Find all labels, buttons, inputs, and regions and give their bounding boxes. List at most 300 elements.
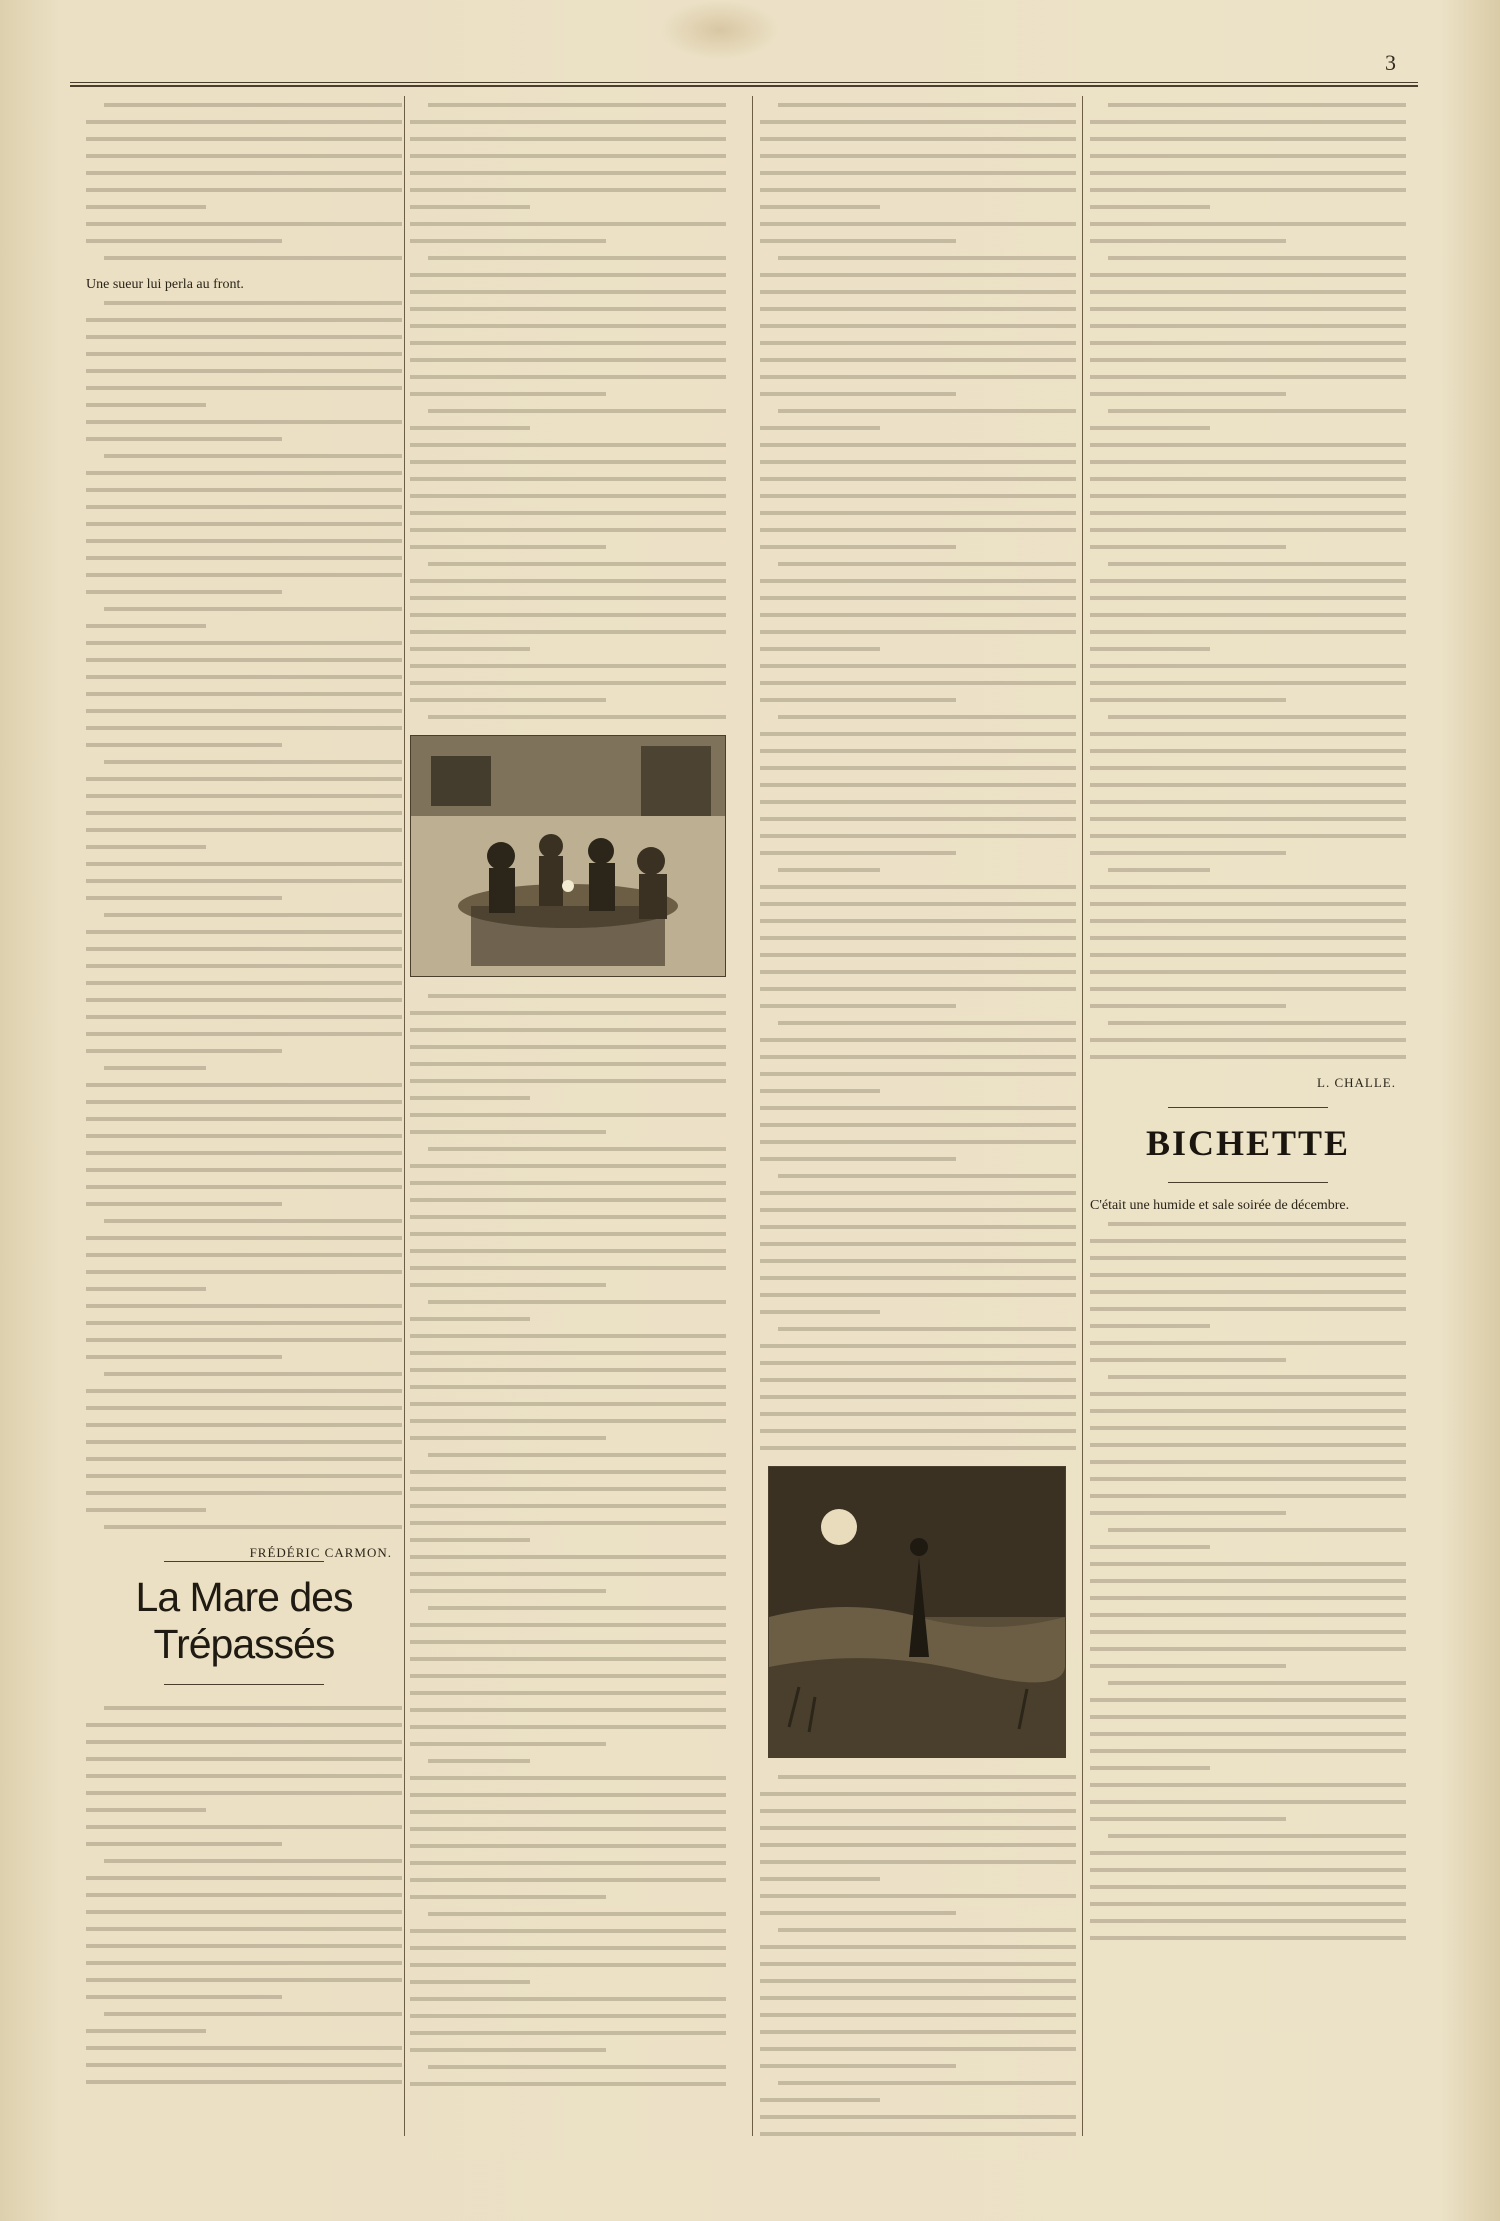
unreadable-text-line: [410, 1684, 726, 1701]
unreadable-text-line: [86, 1076, 402, 1093]
unreadable-text-line: [86, 991, 402, 1008]
unreadable-text-line: [410, 2041, 726, 2058]
unreadable-text-line: [1090, 810, 1406, 827]
unreadable-text-line: [86, 1382, 402, 1399]
unreadable-text-line: [1090, 725, 1406, 742]
unreadable-text-line: [760, 2074, 1076, 2091]
unreadable-text-line: [760, 742, 1076, 759]
unreadable-text-line: [86, 940, 402, 957]
unreadable-text-line: [86, 1920, 402, 1937]
unreadable-text-line: [1090, 1283, 1406, 1300]
unreadable-text-line: [410, 487, 726, 504]
unreadable-text-line: [86, 787, 402, 804]
unreadable-text-line: [1090, 1249, 1406, 1266]
unreadable-text-line: [760, 2057, 1076, 2074]
unreadable-text-line: [1090, 402, 1406, 419]
unreadable-text-line: [760, 147, 1076, 164]
unreadable-text-line: [86, 1801, 402, 1818]
unreadable-text-line: [86, 1501, 402, 1518]
unreadable-text-line: [86, 1988, 402, 2005]
unreadable-text-line: [760, 300, 1076, 317]
unreadable-text-line: [760, 1354, 1076, 1371]
unreadable-text-line: [86, 328, 402, 345]
unreadable-text-line: [86, 1127, 402, 1144]
unreadable-text-line: [86, 634, 402, 651]
unreadable-text-line: [410, 691, 726, 708]
unreadable-text-line: [760, 1972, 1076, 1989]
unreadable-text-line: [1090, 130, 1406, 147]
unreadable-text-line: [760, 504, 1076, 521]
unreadable-text-line: [1090, 861, 1406, 878]
unreadable-text-line: [1090, 1623, 1406, 1640]
unreadable-text-line: [1090, 963, 1406, 980]
unreadable-text-line: [760, 232, 1076, 249]
unreadable-text-line: [1090, 589, 1406, 606]
unreadable-text-line: [760, 929, 1076, 946]
unreadable-text-line: [760, 1388, 1076, 1405]
unreadable-text-line: [410, 1820, 726, 1837]
unreadable-text-line: [760, 861, 1076, 878]
unreadable-text-line: [760, 317, 1076, 334]
unreadable-text-line: [410, 1480, 726, 1497]
unreadable-text-line: [760, 1065, 1076, 1082]
unreadable-text-line: [1090, 1215, 1406, 1232]
engraving-night-marsh-icon: [768, 1466, 1066, 1758]
unreadable-text-line: [760, 657, 1076, 674]
unreadable-text-line: [410, 1531, 726, 1548]
unreadable-text-line: [410, 1854, 726, 1871]
story-title: La Mare des Trépassés: [135, 1574, 353, 1667]
unreadable-text-line: [86, 821, 402, 838]
unreadable-text-line: [410, 1140, 726, 1157]
unreadable-text-line: [86, 1365, 402, 1382]
unreadable-text-line: [410, 1446, 726, 1463]
unreadable-text-line: [1090, 1351, 1406, 1368]
unreadable-text-line: [86, 1110, 402, 1127]
unreadable-text-line: [760, 1235, 1076, 1252]
unreadable-text-line: [1090, 215, 1406, 232]
unreadable-text-line: [760, 980, 1076, 997]
unreadable-text-line: [760, 2125, 1076, 2136]
unreadable-text-line: [86, 1484, 402, 1501]
unreadable-text-line: [86, 1886, 402, 1903]
unreadable-text-line: [1090, 1589, 1406, 1606]
unreadable-text-line: [410, 589, 726, 606]
unreadable-text-line: [760, 1802, 1076, 1819]
unreadable-text-line: [1090, 1232, 1406, 1249]
unreadable-text-line: [86, 2005, 402, 2022]
unreadable-text-line: [1090, 436, 1406, 453]
unreadable-text-line: [760, 691, 1076, 708]
unreadable-text-line: [760, 725, 1076, 742]
unreadable-text-line: [1090, 113, 1406, 130]
unreadable-text-line: [86, 2022, 402, 2039]
unreadable-text-line: [410, 1514, 726, 1531]
unreadable-text-line: [1090, 844, 1406, 861]
unreadable-text-line: [1090, 674, 1406, 691]
unreadable-text-line: [760, 1116, 1076, 1133]
unreadable-text-line: [86, 1195, 402, 1212]
unreadable-text-line: [86, 566, 402, 583]
unreadable-text-line: [410, 470, 726, 487]
unreadable-text-line: [86, 1348, 402, 1365]
unreadable-text-line: [86, 719, 402, 736]
unreadable-text-line: [86, 1144, 402, 1161]
unreadable-text-line: [760, 1048, 1076, 1065]
unreadable-text-line: [410, 1735, 726, 1752]
unreadable-text-line: [760, 623, 1076, 640]
unreadable-text-line: [410, 1922, 726, 1939]
unreadable-text-line: [410, 1786, 726, 1803]
unreadable-text-line: [760, 997, 1076, 1014]
unreadable-text-line: [410, 266, 726, 283]
unreadable-text-line: [760, 1303, 1076, 1320]
column-2: [410, 96, 726, 2136]
unreadable-text-line: [86, 702, 402, 719]
unreadable-text-line: [86, 396, 402, 413]
unreadable-text-line: [760, 844, 1076, 861]
unreadable-text-line: [1090, 878, 1406, 895]
unreadable-text-line: [760, 1904, 1076, 1921]
unreadable-text-line: [86, 804, 402, 821]
unreadable-text-line: [410, 402, 726, 419]
unreadable-text-line: [410, 96, 726, 113]
unreadable-text-line: [1090, 1402, 1406, 1419]
unreadable-text-line: [760, 113, 1076, 130]
unreadable-text-line: [410, 1089, 726, 1106]
unreadable-text-line: [760, 1938, 1076, 1955]
unreadable-text-line: [410, 1973, 726, 1990]
unreadable-text-line: [1090, 606, 1406, 623]
unreadable-text-line: [410, 674, 726, 691]
unreadable-text-line: [760, 2006, 1076, 2023]
unreadable-text-line: [410, 1463, 726, 1480]
unreadable-text-line: [86, 294, 402, 311]
unreadable-text-line: [1090, 1691, 1406, 1708]
unreadable-text-line: [86, 1467, 402, 1484]
unreadable-text-line: [760, 1218, 1076, 1235]
unreadable-text-line: [760, 555, 1076, 572]
unreadable-text-line: [1090, 368, 1406, 385]
unreadable-text-line: [760, 776, 1076, 793]
unreadable-text-line: [760, 385, 1076, 402]
unreadable-text-line: [1090, 572, 1406, 589]
unreadable-text-line: [86, 181, 402, 198]
unreadable-text-line: [760, 1150, 1076, 1167]
unreadable-text-line: [86, 515, 402, 532]
unreadable-text-line: [86, 379, 402, 396]
unreadable-text-line: [760, 1184, 1076, 1201]
unreadable-text-line: [86, 1767, 402, 1784]
unreadable-text-line: [86, 770, 402, 787]
unreadable-text-line: [86, 1229, 402, 1246]
unreadable-text-line: [86, 1518, 402, 1535]
unreadable-text-line: [410, 351, 726, 368]
unreadable-text-line: [410, 130, 726, 147]
unreadable-text-line: [1090, 742, 1406, 759]
unreadable-text-line: [1090, 1759, 1406, 1776]
unreadable-text-line: [760, 181, 1076, 198]
unreadable-text-line: [760, 1870, 1076, 1887]
unreadable-text-line: [410, 436, 726, 453]
unreadable-text-line: [410, 1072, 726, 1089]
unreadable-text-line: [410, 1004, 726, 1021]
unreadable-text-line: [86, 311, 402, 328]
unreadable-text-line: [1090, 1031, 1406, 1048]
unreadable-text-line: [410, 1905, 726, 1922]
unreadable-text-line: [86, 413, 402, 430]
unreadable-text-line: [86, 147, 402, 164]
column-3: [760, 96, 1076, 2136]
unreadable-text-line: [410, 1752, 726, 1769]
unreadable-text-line: [760, 2023, 1076, 2040]
unreadable-text-line: [410, 164, 726, 181]
article-sentence: Une sueur lui perla au front.: [86, 277, 244, 292]
unreadable-text-line: [1090, 1878, 1406, 1895]
unreadable-text-line: [1090, 334, 1406, 351]
article-text: [410, 96, 726, 725]
engraving-veillee-icon: [410, 735, 726, 977]
unreadable-text-line: [410, 1412, 726, 1429]
section-rule: [1168, 1107, 1328, 1108]
unreadable-text-line: [760, 487, 1076, 504]
unreadable-text-line: [1090, 385, 1406, 402]
unreadable-text-line: [1090, 521, 1406, 538]
unreadable-text-line: [410, 1718, 726, 1735]
unreadable-text-line: [1090, 232, 1406, 249]
unreadable-text-line: [86, 923, 402, 940]
unreadable-text-line: [760, 402, 1076, 419]
section-rule: [1168, 1182, 1328, 1183]
unreadable-text-line: [760, 878, 1076, 895]
article-text: [86, 96, 402, 266]
unreadable-text-line: [410, 2075, 726, 2092]
unreadable-text-line: [1090, 1521, 1406, 1538]
unreadable-text-line: [410, 1939, 726, 1956]
unreadable-text-line: [1090, 1725, 1406, 1742]
unreadable-text-line: [760, 759, 1076, 776]
article-sentence: C'était une humide et sale soirée de décembre.: [1090, 1198, 1350, 1213]
unreadable-text-line: [760, 946, 1076, 963]
unreadable-text-line: [86, 1399, 402, 1416]
unreadable-text-line: [760, 1133, 1076, 1150]
unreadable-text-line: [86, 685, 402, 702]
unreadable-text-line: [760, 589, 1076, 606]
unreadable-text-line: [760, 640, 1076, 657]
unreadable-text-line: [760, 1405, 1076, 1422]
unreadable-text-line: [760, 1269, 1076, 1286]
unreadable-text-line: [760, 963, 1076, 980]
unreadable-text-line: [760, 130, 1076, 147]
unreadable-text-line: [86, 249, 402, 266]
unreadable-text-line: [1090, 980, 1406, 997]
unreadable-text-line: [1090, 283, 1406, 300]
unreadable-text-line: [760, 1836, 1076, 1853]
unreadable-text-line: [86, 1025, 402, 1042]
unreadable-text-line: [86, 430, 402, 447]
unreadable-text-line: [410, 1259, 726, 1276]
unreadable-text-line: [86, 1954, 402, 1971]
unreadable-text-line: [410, 1633, 726, 1650]
unreadable-text-line: [410, 1276, 726, 1293]
unreadable-text-line: [410, 1769, 726, 1786]
unreadable-text-line: [86, 1008, 402, 1025]
unreadable-text-line: [760, 1320, 1076, 1337]
unreadable-text-line: [1090, 487, 1406, 504]
author-signature: L. CHALLE.: [1317, 1075, 1396, 1090]
unreadable-text-line: [410, 521, 726, 538]
unreadable-text-line: [410, 147, 726, 164]
unreadable-text-line: [410, 1123, 726, 1140]
unreadable-text-line: [760, 96, 1076, 113]
unreadable-text-line: [86, 753, 402, 770]
unreadable-text-line: [760, 708, 1076, 725]
unreadable-text-line: [1090, 249, 1406, 266]
unreadable-text-line: [410, 657, 726, 674]
unreadable-text-line: [86, 974, 402, 991]
unreadable-text-line: [760, 1853, 1076, 1870]
unreadable-text-line: [760, 521, 1076, 538]
unreadable-text-line: [86, 2073, 402, 2090]
unreadable-text-line: [410, 1565, 726, 1582]
unreadable-text-line: [86, 130, 402, 147]
unreadable-text-line: [410, 1378, 726, 1395]
unreadable-text-line: [1090, 1487, 1406, 1504]
header-rule: [70, 82, 1418, 87]
unreadable-text-line: [1090, 470, 1406, 487]
unreadable-text-line: [410, 1599, 726, 1616]
unreadable-text-line: [410, 181, 726, 198]
unreadable-text-line: [86, 447, 402, 464]
unreadable-text-line: [760, 2108, 1076, 2125]
unreadable-text-line: [1090, 419, 1406, 436]
unreadable-text-line: [86, 464, 402, 481]
unreadable-text-line: [86, 1059, 402, 1076]
unreadable-text-line: [410, 2058, 726, 2075]
unreadable-text-line: [410, 2024, 726, 2041]
column-1: [86, 96, 402, 2136]
unreadable-text-line: [410, 623, 726, 640]
unreadable-text-line: [410, 1497, 726, 1514]
unreadable-text-line: [410, 1344, 726, 1361]
unreadable-text-line: [86, 668, 402, 685]
unreadable-text-line: [86, 906, 402, 923]
unreadable-text-line: [410, 1310, 726, 1327]
section-rule: [164, 1561, 324, 1562]
unreadable-text-line: [86, 1750, 402, 1767]
unreadable-text-line: [86, 889, 402, 906]
unreadable-text-line: [410, 1701, 726, 1718]
story-title: BICHETTE: [1145, 1123, 1351, 1163]
unreadable-text-line: [410, 1208, 726, 1225]
unreadable-text-line: [410, 504, 726, 521]
unreadable-text-line: [760, 436, 1076, 453]
unreadable-text-line: [1090, 1419, 1406, 1436]
unreadable-text-line: [86, 2056, 402, 2073]
article-text: [86, 1699, 402, 2090]
unreadable-text-line: [1090, 555, 1406, 572]
unreadable-text-line: [1090, 1334, 1406, 1351]
unreadable-text-line: [1090, 1827, 1406, 1844]
unreadable-text-line: [1090, 1368, 1406, 1385]
unreadable-text-line: [410, 215, 726, 232]
unreadable-text-line: [1090, 504, 1406, 521]
unreadable-text-line: [86, 549, 402, 566]
unreadable-text-line: [86, 498, 402, 515]
unreadable-text-line: [86, 345, 402, 362]
article-text: [86, 294, 402, 1535]
unreadable-text-line: [760, 1887, 1076, 1904]
unreadable-text-line: [1090, 946, 1406, 963]
unreadable-text-line: [760, 1768, 1076, 1785]
unreadable-text-line: [1090, 623, 1406, 640]
column-divider: [404, 96, 405, 2136]
unreadable-text-line: [1090, 181, 1406, 198]
unreadable-text-line: [86, 1314, 402, 1331]
unreadable-text-line: [1090, 793, 1406, 810]
author-signature: FRÉDÉRIC CARMON.: [249, 1545, 392, 1560]
unreadable-text-line: [1090, 1470, 1406, 1487]
unreadable-text-line: [1090, 1742, 1406, 1759]
column-divider: [1082, 96, 1083, 2136]
unreadable-text-line: [410, 232, 726, 249]
section-rule: [164, 1684, 324, 1685]
unreadable-text-line: [86, 957, 402, 974]
unreadable-text-line: [760, 1286, 1076, 1303]
unreadable-text-line: [86, 96, 402, 113]
unreadable-text-line: [1090, 1640, 1406, 1657]
unreadable-text-line: [1090, 1504, 1406, 1521]
unreadable-text-line: [1090, 759, 1406, 776]
unreadable-text-line: [86, 1818, 402, 1835]
unreadable-text-line: [86, 164, 402, 181]
unreadable-text-line: [410, 283, 726, 300]
unreadable-text-line: [410, 1327, 726, 1344]
unreadable-text-line: [86, 651, 402, 668]
unreadable-text-line: [410, 2007, 726, 2024]
article-text: [760, 96, 1076, 1456]
unreadable-text-line: [86, 1450, 402, 1467]
unreadable-text-line: [760, 1099, 1076, 1116]
unreadable-text-line: [760, 1337, 1076, 1354]
unreadable-text-line: [410, 1429, 726, 1446]
unreadable-text-line: [1090, 1014, 1406, 1031]
unreadable-text-line: [410, 1157, 726, 1174]
unreadable-text-line: [86, 113, 402, 130]
unreadable-text-line: [760, 198, 1076, 215]
unreadable-text-line: [1090, 640, 1406, 657]
unreadable-text-line: [1090, 776, 1406, 793]
unreadable-text-line: [410, 368, 726, 385]
unreadable-text-line: [1090, 1657, 1406, 1674]
unreadable-text-line: [86, 2039, 402, 2056]
unreadable-text-line: [410, 1990, 726, 2007]
unreadable-text-line: [760, 895, 1076, 912]
unreadable-text-line: [1090, 1776, 1406, 1793]
unreadable-text-line: [760, 419, 1076, 436]
unreadable-text-line: [410, 640, 726, 657]
unreadable-text-line: [86, 1212, 402, 1229]
unreadable-text-line: [86, 1733, 402, 1750]
unreadable-text-line: [86, 617, 402, 634]
unreadable-text-line: [1090, 895, 1406, 912]
unreadable-text-line: [760, 453, 1076, 470]
unreadable-text-line: [1090, 1606, 1406, 1623]
unreadable-text-line: [410, 1242, 726, 1259]
unreadable-text-line: [1090, 657, 1406, 674]
unreadable-text-line: [410, 1055, 726, 1072]
unreadable-text-line: [1090, 1048, 1406, 1065]
